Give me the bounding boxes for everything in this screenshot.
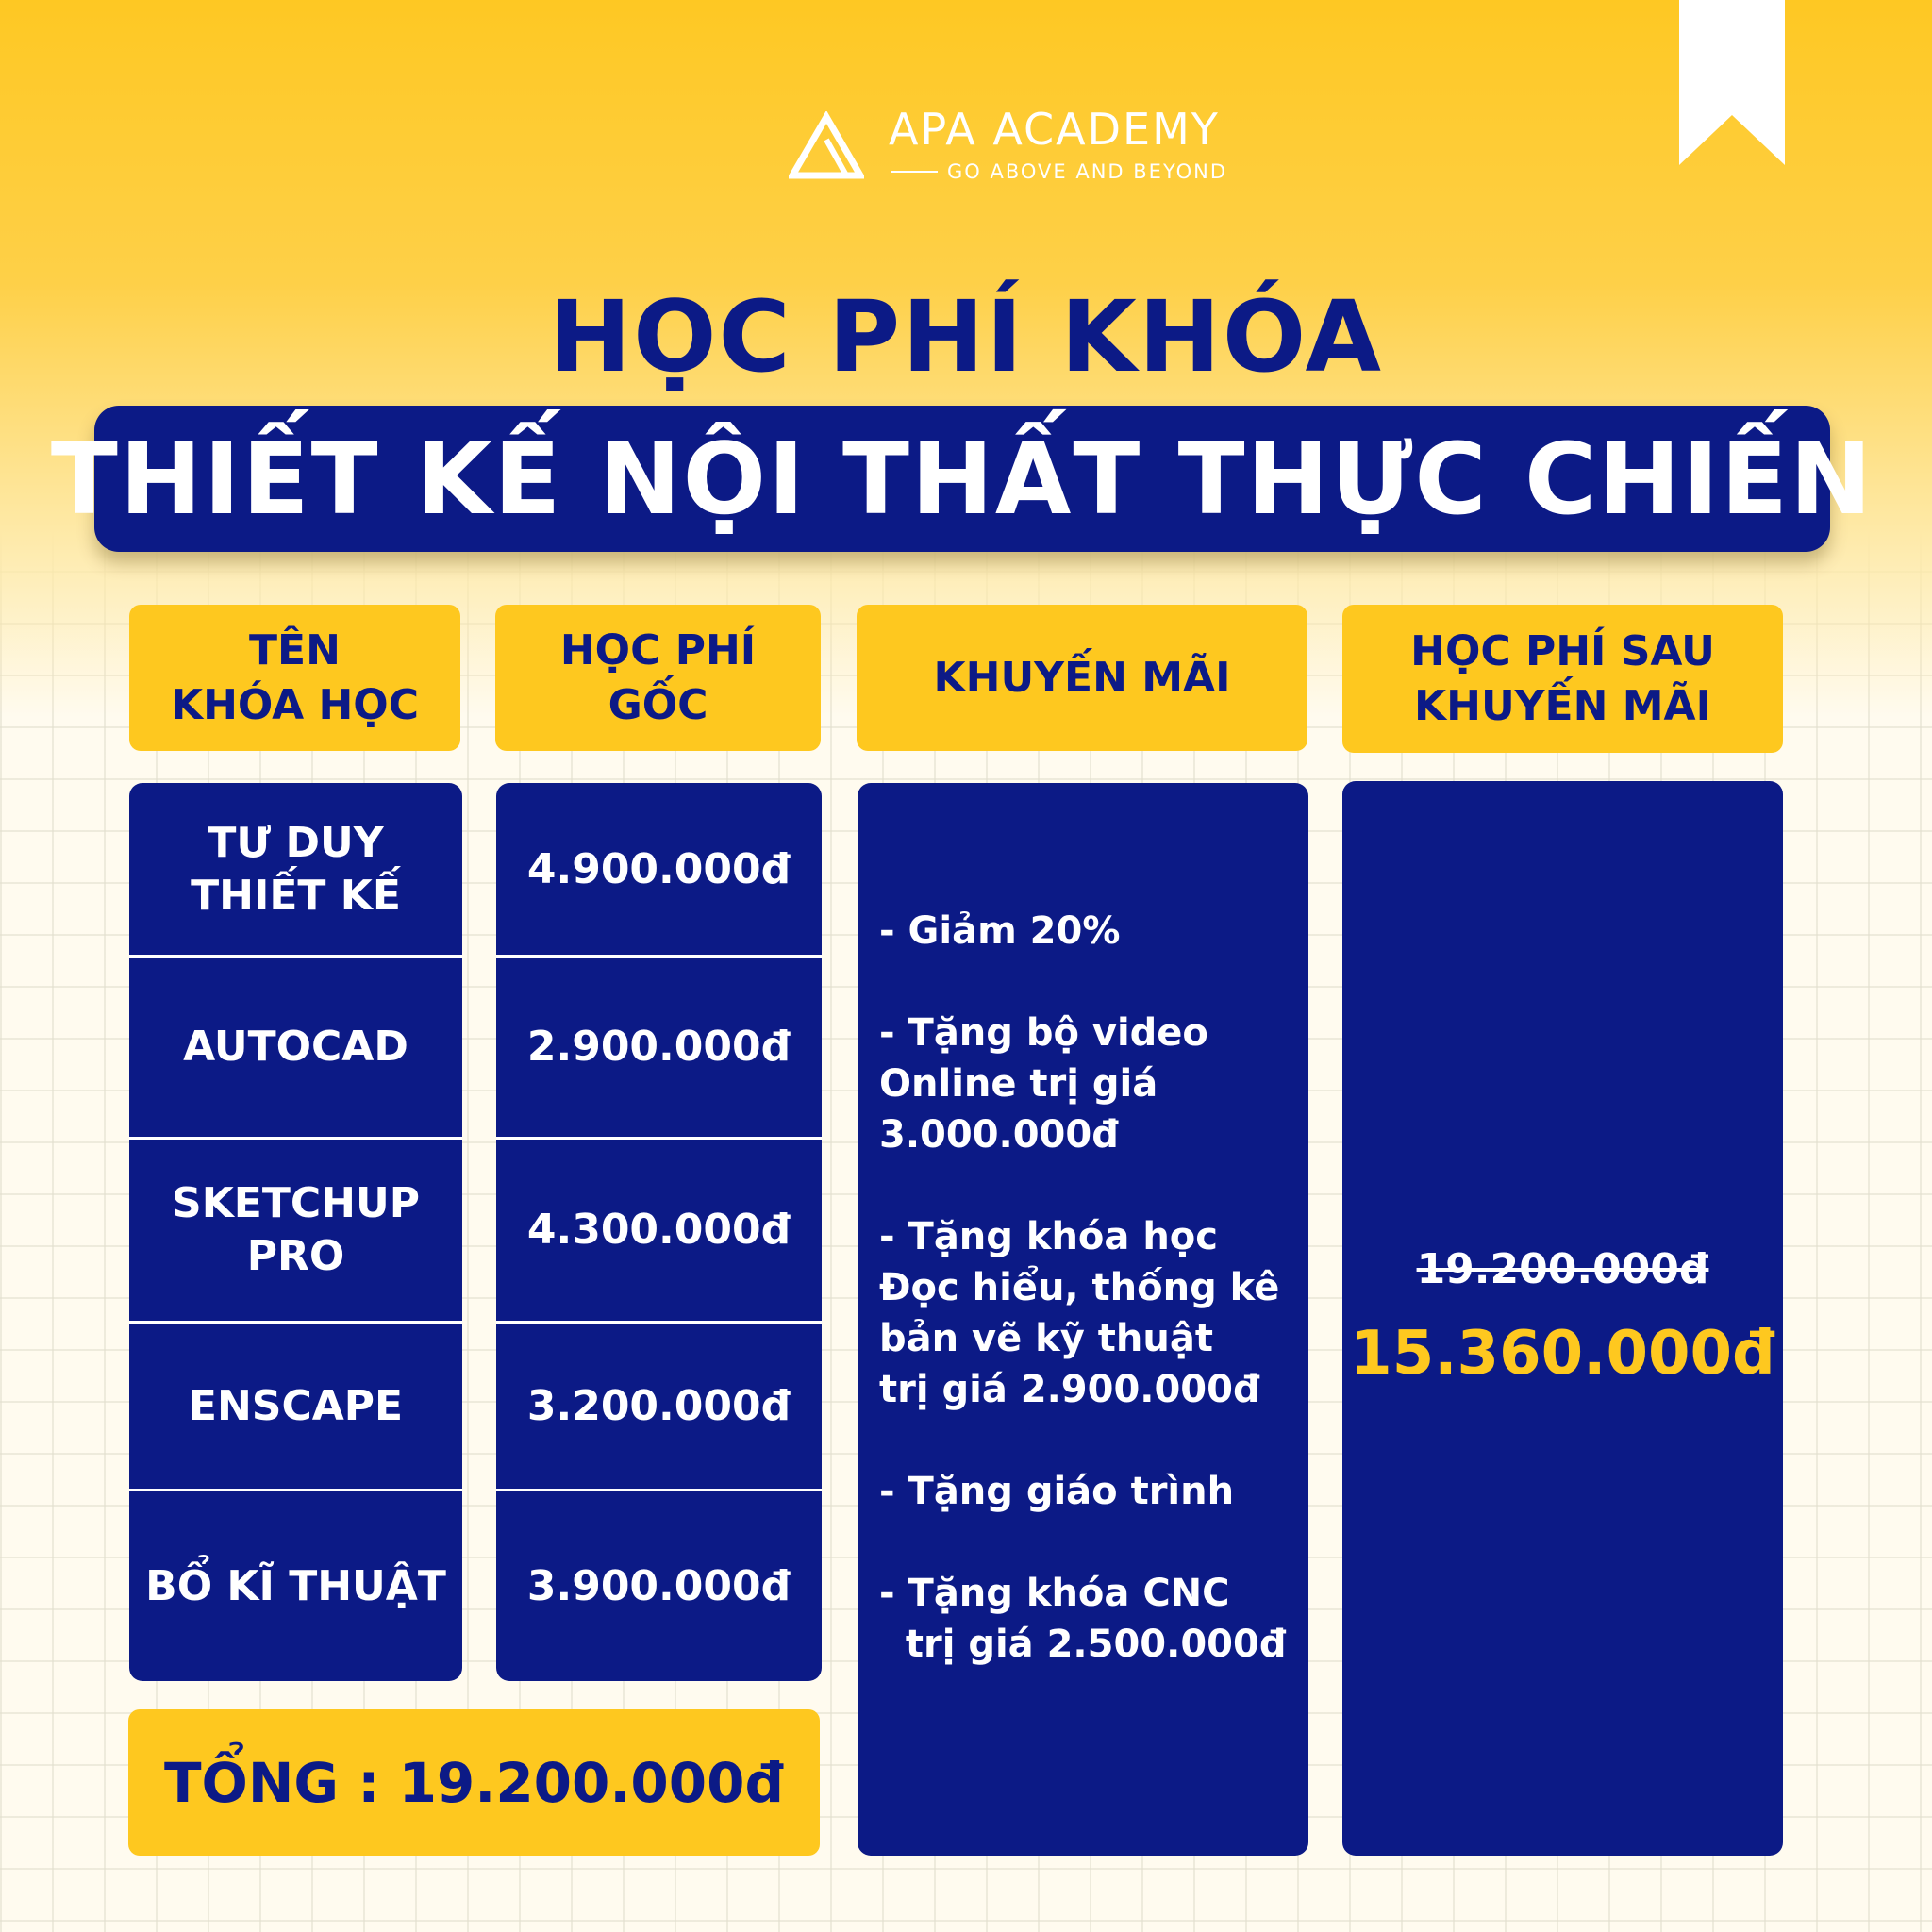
course-name-line2: THIẾT KẾ xyxy=(191,871,401,920)
old-price: 19.200.000đ xyxy=(1416,1245,1709,1293)
brand-tagline: GO ABOVE AND BEYOND xyxy=(947,160,1228,183)
course-name-line1: ENSCAPE xyxy=(188,1381,404,1430)
course-name-cell xyxy=(129,1491,462,1681)
promotion-item xyxy=(879,906,1294,957)
promotion-list xyxy=(879,906,1294,1670)
course-name-cell xyxy=(129,958,462,1137)
promotion-item xyxy=(879,1008,1294,1160)
course-title-banner xyxy=(50,406,1874,552)
promotion-line: - Giảm 20% xyxy=(879,909,1121,953)
bookmark-ribbon-icon xyxy=(1679,0,1785,165)
course-name-cell xyxy=(129,783,462,956)
course-name-cell xyxy=(129,1140,462,1321)
promotion-item xyxy=(879,1466,1294,1517)
price-cell: 4.900.000đ xyxy=(526,844,791,893)
header-course-name xyxy=(129,605,460,751)
course-name-line2: PRO xyxy=(246,1232,345,1280)
course-name-line1: BỔ KĨ THUẬT xyxy=(145,1561,446,1610)
header-final-price-line2: KHUYẾN MÃI xyxy=(1414,681,1711,730)
course-title: THIẾT KẾ NỘI THẤT THỰC CHIẾN xyxy=(50,421,1874,537)
price-cell: 4.300.000đ xyxy=(526,1206,791,1254)
header-promotion-label: KHUYẾN MÃI xyxy=(933,653,1231,702)
promotion-item xyxy=(879,1568,1294,1670)
header-course-name-line1: TÊN xyxy=(249,625,341,675)
total-price: TỔNG : 19.200.000đ xyxy=(128,1709,820,1856)
header-final-price-line1: HỌC PHÍ SAU xyxy=(1410,626,1715,675)
promotion-line: trị giá 2.500.000đ xyxy=(879,1623,1287,1666)
promotion-line: - Tặng giáo trình xyxy=(879,1470,1235,1513)
header-original-price xyxy=(495,605,821,751)
promotion-line: trị giá 2.900.000đ xyxy=(879,1368,1260,1411)
header-promotion xyxy=(857,605,1307,751)
promotion-line: Đọc hiểu, thống kê xyxy=(879,1266,1280,1309)
promotion-item xyxy=(879,1211,1294,1415)
promotion-line: 3.000.000đ xyxy=(879,1113,1119,1157)
original-price-column xyxy=(496,783,822,1681)
promotion-line: - Tặng bộ video xyxy=(879,1011,1208,1055)
triangle-a-icon xyxy=(789,111,864,179)
page-title: HỌC PHÍ KHÓA xyxy=(549,279,1383,394)
price-cell: 3.200.000đ xyxy=(526,1381,791,1430)
course-name-column xyxy=(129,783,462,1681)
header-original-price-line2: GỐC xyxy=(608,680,708,729)
course-name-cell xyxy=(129,1324,462,1489)
course-name-line1: TƯ DUY xyxy=(208,818,384,867)
brand-name: APA ACADEMY xyxy=(889,104,1220,155)
promotion-line: - Tặng khóa CNC xyxy=(879,1572,1230,1615)
course-name-line1: AUTOCAD xyxy=(183,1023,408,1071)
header-final-price xyxy=(1342,605,1783,753)
header-course-name-line2: KHÓA HỌC xyxy=(170,680,420,729)
price-cell: 3.900.000đ xyxy=(526,1561,791,1610)
course-name-line1: SKETCHUP xyxy=(172,1179,420,1227)
promotion-line: Online trị giá xyxy=(879,1062,1158,1106)
tagline-divider xyxy=(891,171,938,173)
discounted-price: 15.360.000đ xyxy=(1350,1319,1775,1389)
promotion-line: bản vẽ kỹ thuật xyxy=(879,1317,1213,1360)
promotion-line: - Tặng khóa học xyxy=(879,1215,1218,1258)
price-cell: 2.900.000đ xyxy=(526,1023,791,1071)
header-original-price-line1: HỌC PHÍ xyxy=(559,625,757,675)
